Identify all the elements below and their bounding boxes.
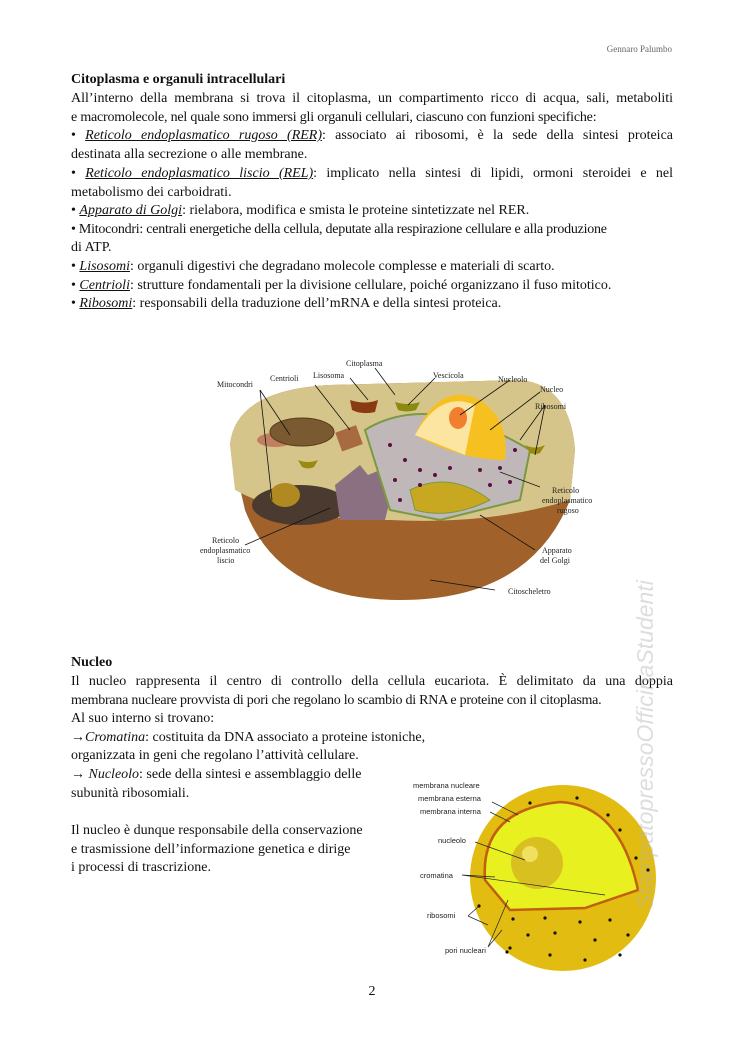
text: : costituita da DNA associato a proteine istoniche, — [145, 730, 426, 745]
section-title-citoplasma: Citoplasma e organuli intracellulari — [71, 72, 286, 87]
text: : rielabora, modifica e smista le proteine sintetizzate nel RER. — [182, 203, 530, 218]
paragraph-line: e trasmissione dell’informazione genetica e dirige — [71, 842, 351, 857]
list-item-cromatina — [71, 729, 673, 747]
section-title-nucleo: Nucleo — [71, 655, 113, 670]
label-membrana-esterna: membrana esterna — [418, 794, 481, 803]
text: : organuli digestivi che degradano molecole complesse e materiali di scarto. — [129, 259, 555, 274]
list-item-rer-cont: destinata alla secrezione o alle membrane. — [71, 147, 308, 162]
paragraph-line: Il nucleo rappresenta il centro di controllo della cellula eucariota. È delimitato da una doppia — [71, 674, 673, 689]
paragraph-line: All’interno della membrana si trova il citoplasma, un compartimento ricco di acqua, sali, metaboliti — [71, 91, 673, 106]
paragraph-line: i processi di trascrizione. — [71, 860, 211, 875]
term: Ribosomi — [79, 296, 133, 311]
term: Lisosomi — [79, 259, 130, 274]
term: Reticolo endoplasmatico liscio (REL) — [85, 166, 314, 181]
nucleus-diagram — [400, 770, 670, 975]
watermark: StampatopressoOfficinaStudenti — [632, 580, 658, 910]
term: Reticolo endoplasmatico rugoso (RER) — [85, 128, 323, 143]
list-item-rel: • Reticolo endoplasmatico liscio (REL): implicato nella sintesi di lipidi, ormoni steroidei e nel — [71, 166, 673, 181]
label-centrioli: Centrioli — [270, 374, 299, 383]
paragraph-line: membrana nucleare provvista di pori che regolano lo scambio di RNA e proteine con il citoplasma. — [71, 693, 602, 708]
label-nucleo: Nucleo — [540, 385, 564, 394]
label-membrana-interna: membrana interna — [420, 807, 481, 816]
label-citoplasma: Citoplasma — [346, 359, 383, 368]
list-item-mitocondri-cont: di ATP. — [71, 240, 112, 255]
list-item-nucleolo-cont: subunità ribosomiali. — [71, 786, 190, 801]
label-vescicola: Vescicola — [433, 371, 464, 380]
text: : strutture fondamentali per la divisione cellulare, poiché organizzano il fuso mitotico. — [129, 278, 612, 293]
label-nucleolo: Nucleolo — [498, 375, 528, 384]
label-ribosomi: Ribosomi — [535, 402, 567, 411]
label-rer: Reticolo endoplasmatico rugoso — [542, 486, 593, 515]
label-citoscheletro: Citoscheletro — [508, 587, 551, 596]
label-lisosoma: Lisosoma — [313, 371, 345, 380]
label-golgi: Apparato del Golgi — [540, 546, 572, 565]
list-item-mitocondri: • Mitocondri: centrali energetiche della cellula, deputate alla respirazione cellulare e alla produzione — [71, 222, 607, 237]
term: Centrioli — [79, 278, 130, 293]
list-item-rel-cont: metabolismo dei carboidrati. — [71, 185, 232, 200]
label-mitocondri: Mitocondri — [217, 380, 253, 389]
term: Mitocondri — [78, 222, 140, 237]
text: : associato ai ribosomi, è la sede della sintesi proteica — [322, 128, 673, 143]
label-pori-nucleari: pori nucleari — [445, 946, 486, 955]
list-item-ribosomi: • Ribosomi: responsabili della traduzione dell’mRNA e della sintesi proteica. — [71, 296, 502, 311]
list-item-golgi: • Apparato di Golgi: rielabora, modifica e smista le proteine sintetizzate nel RER. — [71, 203, 530, 218]
label-rel: Reticolo endoplasmatico liscio — [200, 536, 251, 565]
label-nucleolo: nucleolo — [438, 836, 466, 845]
arrow-icon: → — [71, 767, 85, 782]
animal-cell-diagram — [190, 350, 610, 610]
page-number: 2 — [368, 984, 376, 999]
label-cromatina: cromatina — [420, 871, 453, 880]
label-membrana-nucleare: membrana nucleare — [413, 781, 480, 790]
text: : centrali energetiche della cellula, deputate alla respirazione cellulare e alla produzione — [139, 222, 607, 237]
term: Apparato di Golgi — [79, 203, 183, 218]
paragraph-line: Al suo interno si trovano: — [71, 711, 215, 726]
text: : sede della sintesi e assemblaggio delle — [139, 767, 362, 782]
list-item-rer: • Reticolo endoplasmatico rugoso (RER): associato ai ribosomi, è la sede della sintesi proteica — [71, 128, 673, 143]
text: : implicato nella sintesi di lipidi, ormoni steroidei e nel — [313, 166, 673, 181]
label-ribosomi: ribosomi — [427, 911, 456, 920]
list-item-centrioli: • Centrioli: strutture fondamentali per la divisione cellulare, poiché organizzano il fuso mitotico. — [71, 278, 612, 293]
arrow-icon: → — [71, 730, 85, 745]
text: : responsabili della traduzione dell’mRNA e della sintesi proteica. — [132, 296, 502, 311]
paragraph-line: Il nucleo è dunque responsabile della conservazione — [71, 823, 363, 838]
paragraph-line: e macromolecole, nel quale sono immersi gli organuli cellulari, ciascuno con funzioni specifiche: — [71, 110, 597, 125]
list-item-lisosomi: • Lisosomi: organuli digestivi che degradano molecole complesse e materiali di scarto. — [71, 259, 555, 274]
page-header-author: Gennaro Palumbo — [606, 44, 672, 54]
term: Cromatina — [85, 730, 146, 745]
term: Nucleolo — [88, 767, 140, 782]
list-item-cromatina-cont: organizzata in geni che regolano l’attività cellulare. — [71, 748, 359, 763]
